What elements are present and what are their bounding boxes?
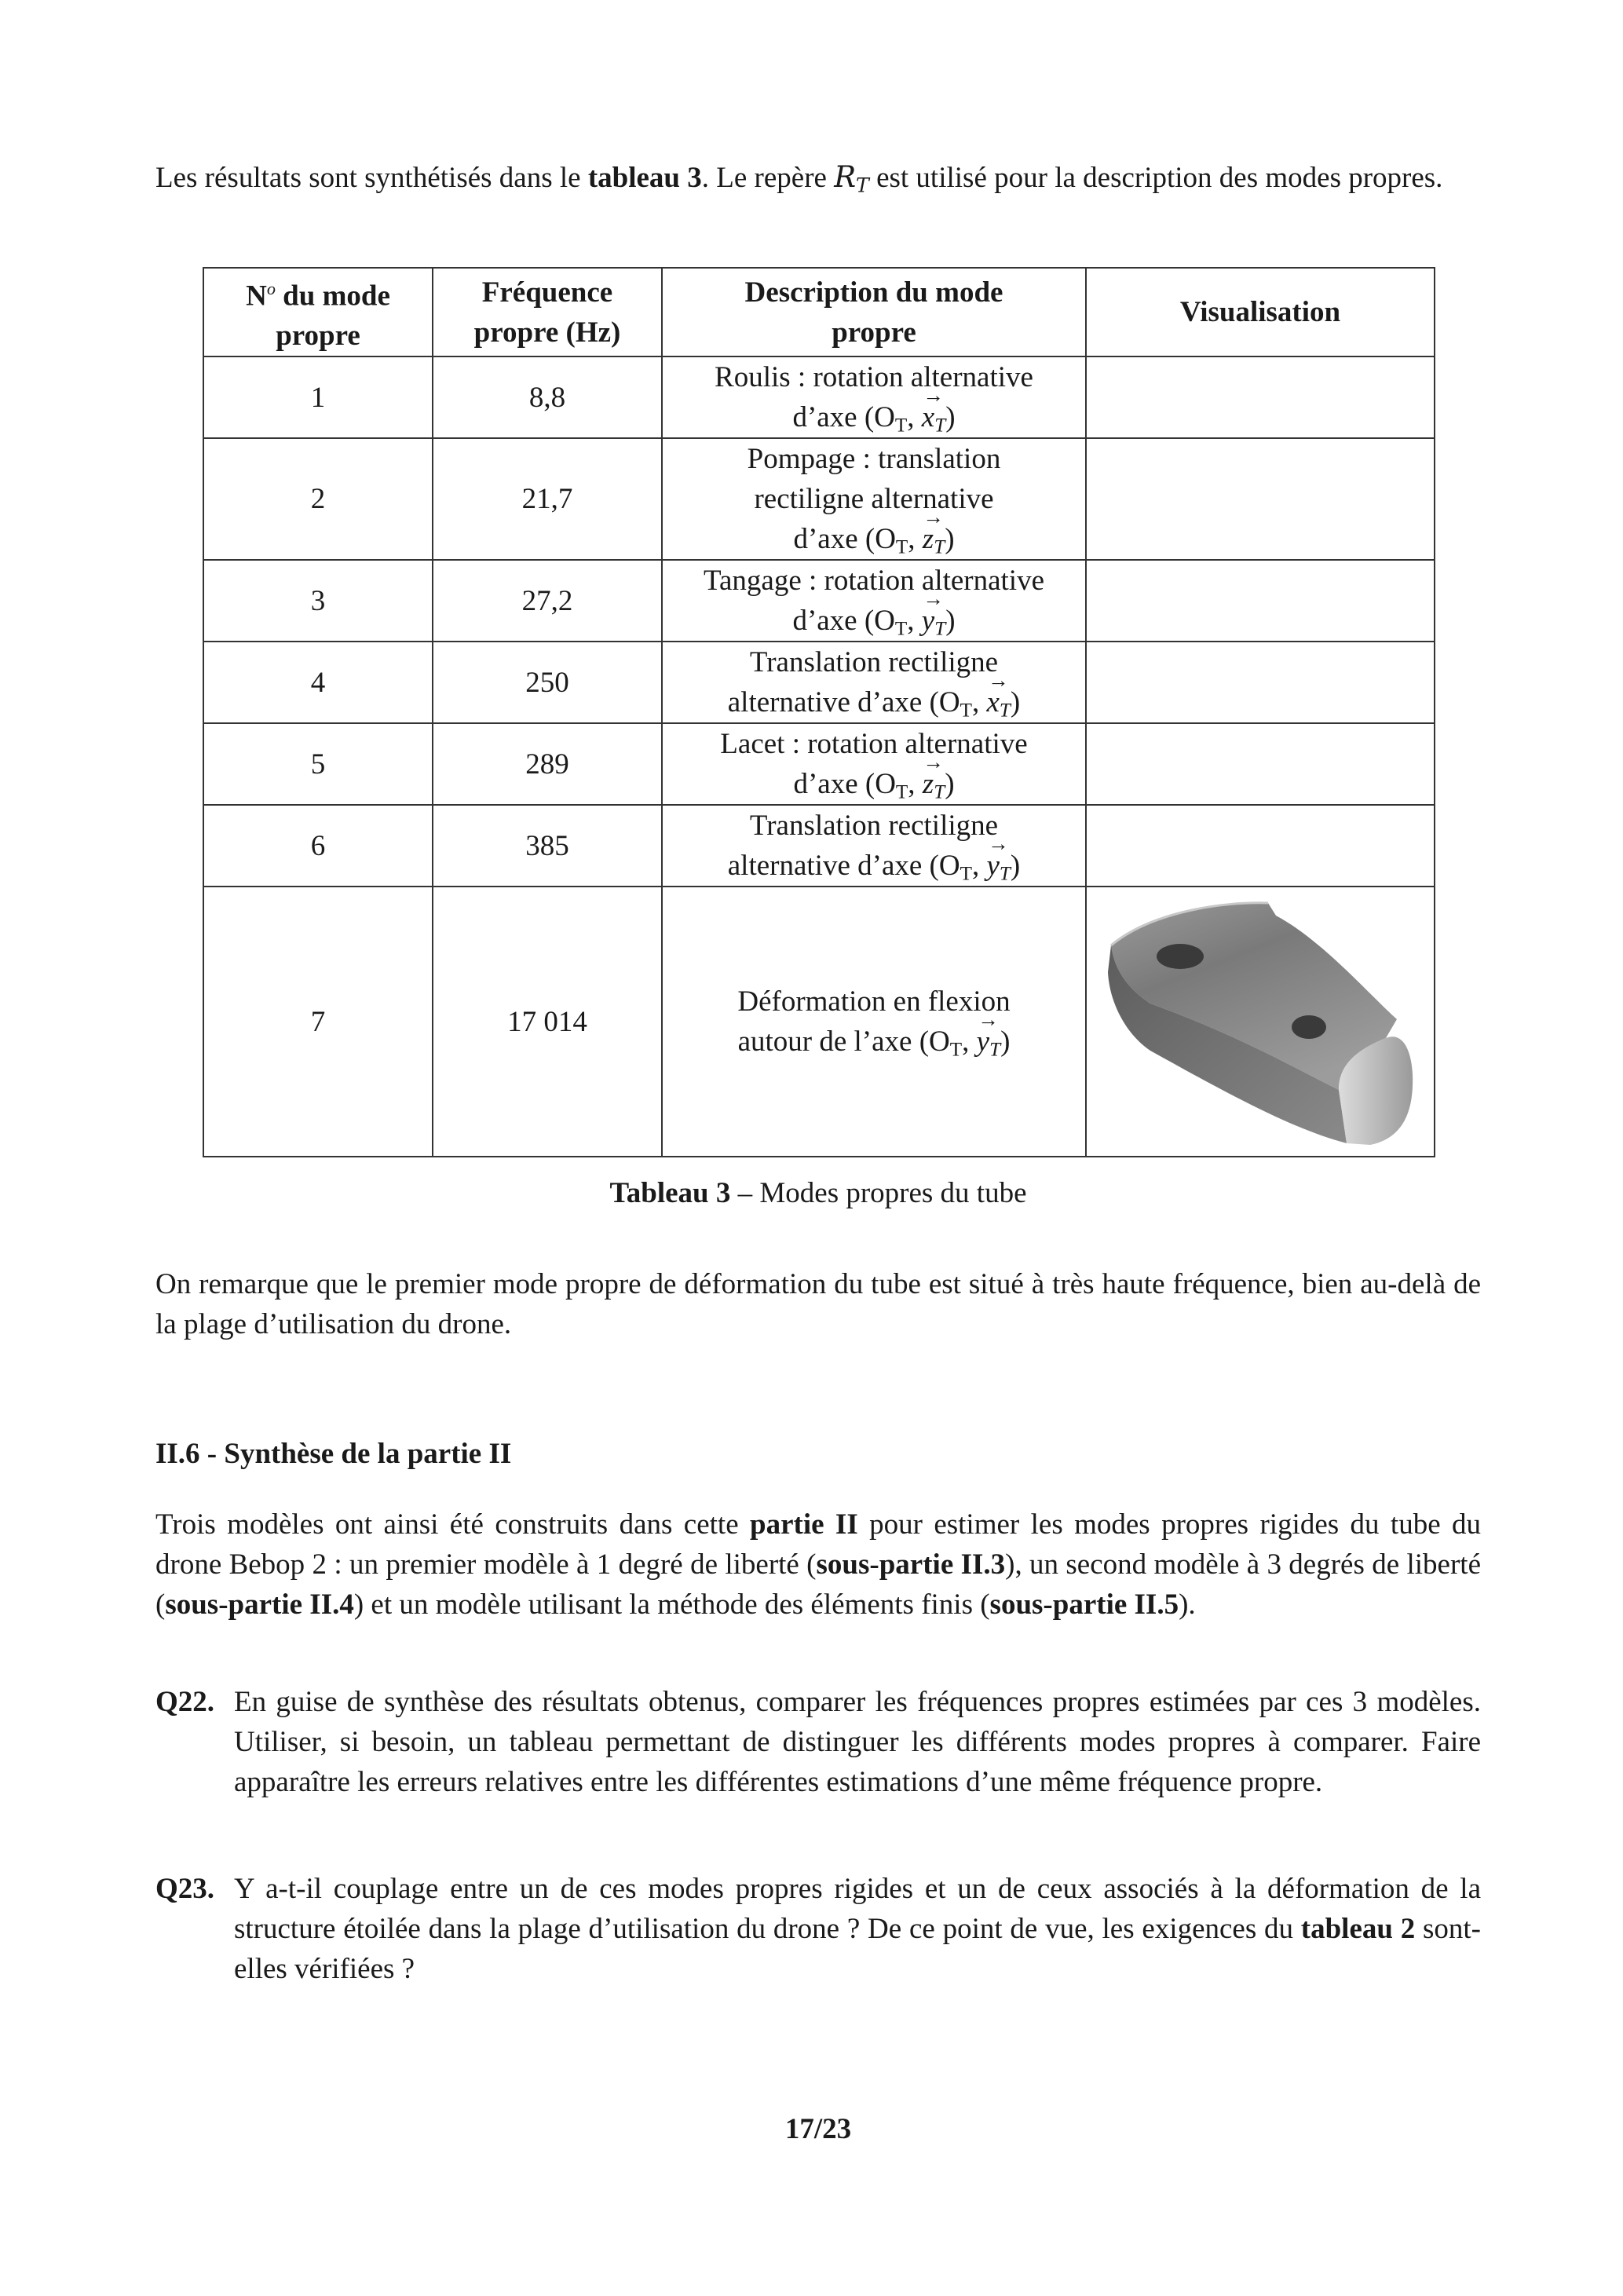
table-caption (155, 1173, 1481, 1213)
mode-frequency: 27,2 (433, 560, 662, 642)
section-title: II.6 - Synthèse de la partie II (155, 1438, 512, 1470)
table-row (203, 356, 1435, 438)
intro-text-3: est utilisé pour la description des modes propres. (868, 162, 1443, 194)
synthesis-paragraph: Trois modèles ont ainsi été construits dans cette partie II pour estimer les modes propres rigides du tube du drone Bebop 2 : un premier modèle à 1 degré de liberté (sous-partie II.3), un second modèle à 3 degrés de liberté (sous-partie II.4) et un modèle utilisant la méthode des éléments finis (sous-partie II.5). (155, 1508, 1482, 1621)
visualisation-cell (1086, 723, 1435, 805)
question-number: Q22. (155, 1686, 215, 1718)
frame-letter: R (834, 160, 857, 194)
vector-symbol: → $z_T$ (923, 764, 945, 804)
header-visualisation: Visualisation (1086, 268, 1435, 356)
header-description: Description du mode propre (662, 268, 1086, 356)
caption-separator: – (730, 1177, 760, 1209)
vector-symbol: → $y_T$ (922, 601, 945, 641)
table-row (203, 438, 1435, 560)
mode-description: Déformation en flexion autour de l’axe ($O_T$, → $y_T$) (662, 887, 1086, 1157)
mode-number: 2 (203, 438, 433, 560)
mode-frequency: 17 014 (433, 887, 662, 1157)
visualisation-cell (1086, 356, 1435, 438)
mode-number: 6 (203, 805, 433, 887)
question-text: En guise de synthèse des résultats obtenus, comparer les fréquences propres estimées par ces 3 modèles. Utiliser, si besoin, un tableau permettant de distinguer les différents modes propres à comparer. Faire apparaître les erreurs relatives entre les différentes estimations d’une même fréquence propre. (234, 1686, 1481, 1798)
tube-bending-mode-image (1103, 894, 1417, 1150)
table-header-row (203, 268, 1435, 356)
table-row (203, 723, 1435, 805)
caption-label: Tableau 3 (609, 1177, 731, 1209)
intro-table-ref: tableau 3 (587, 162, 702, 194)
table-row (203, 887, 1435, 1157)
frame-symbol (834, 160, 869, 197)
mode-frequency: 250 (433, 642, 662, 723)
question-number: Q23. (155, 1873, 215, 1905)
visualisation-cell (1086, 560, 1435, 642)
caption-text: Modes propres du tube (759, 1177, 1027, 1209)
mode-number: 1 (203, 356, 433, 438)
mode-number: 7 (203, 887, 433, 1157)
visualisation-cell (1086, 805, 1435, 887)
table-row (203, 805, 1435, 887)
modes-table (203, 267, 1435, 1157)
question-text: Y a-t-il couplage entre un de ces modes propres rigides et un de ceux associés à la déformation de la structure étoilée dans la plage d’utilisation du drone ? De ce point de vue, les exigences du tableau 2 sont-elles vérifiées ? (234, 1873, 1481, 1985)
mode-frequency: 21,7 (433, 438, 662, 560)
visualisation-cell (1086, 438, 1435, 560)
mode-description: Lacet : rotation alternative d’axe ($O_T$, → $z_T$) (662, 723, 1086, 805)
vector-symbol: → $z_T$ (923, 519, 945, 559)
visualisation-cell (1086, 887, 1435, 1157)
vector-symbol: → $y_T$ (977, 1022, 1000, 1062)
mode-number: 4 (203, 642, 433, 723)
page-number: 17/23 (784, 2113, 852, 2145)
mode-frequency: 385 (433, 805, 662, 887)
header-mode: $N^o$ du mode propre (203, 268, 433, 356)
remark-paragraph: On remarque que le premier mode propre de déformation du tube est situé à très haute fréquence, bien au-delà de la plage d’utilisation du drone. (155, 1268, 1481, 1340)
mode-description: Pompage : translation rectiligne alternative d’axe ($O_T$, → $z_T$) (662, 438, 1086, 560)
mode-number: 3 (203, 560, 433, 642)
mode-description: Tangage : rotation alternative d’axe ($O_T$, → $y_T$) (662, 560, 1086, 642)
intro-text-1: Les résultats sont synthétisés dans le (155, 162, 588, 194)
header-frequency: Fréquence propre (Hz) (433, 268, 662, 356)
mode-number: 5 (203, 723, 433, 805)
vector-symbol: → $x_T$ (986, 682, 1010, 722)
vector-symbol: → $x_T$ (922, 397, 945, 437)
question-q22 (155, 1682, 1481, 1831)
mode-description: Translation rectiligne alternative d’axe ($O_T$, → $x_T$) (662, 642, 1086, 723)
intro-paragraph (155, 157, 1481, 198)
visualisation-cell (1086, 642, 1435, 723)
mode-description: Translation rectiligne alternative d’axe ($O_T$, → $y_T$) (662, 805, 1086, 887)
question-q23 (155, 1869, 1481, 2018)
frame-subscript: T (856, 174, 869, 197)
table-row (203, 642, 1435, 723)
table-row (203, 560, 1435, 642)
intro-text-2: . Le repère (701, 162, 835, 194)
mode-frequency: 8,8 (433, 356, 662, 438)
mode-description: Roulis : rotation alternative d’axe ($O_T$, → $x_T$) (662, 356, 1086, 438)
vector-symbol: → $y_T$ (986, 846, 1010, 886)
mode-frequency: 289 (433, 723, 662, 805)
